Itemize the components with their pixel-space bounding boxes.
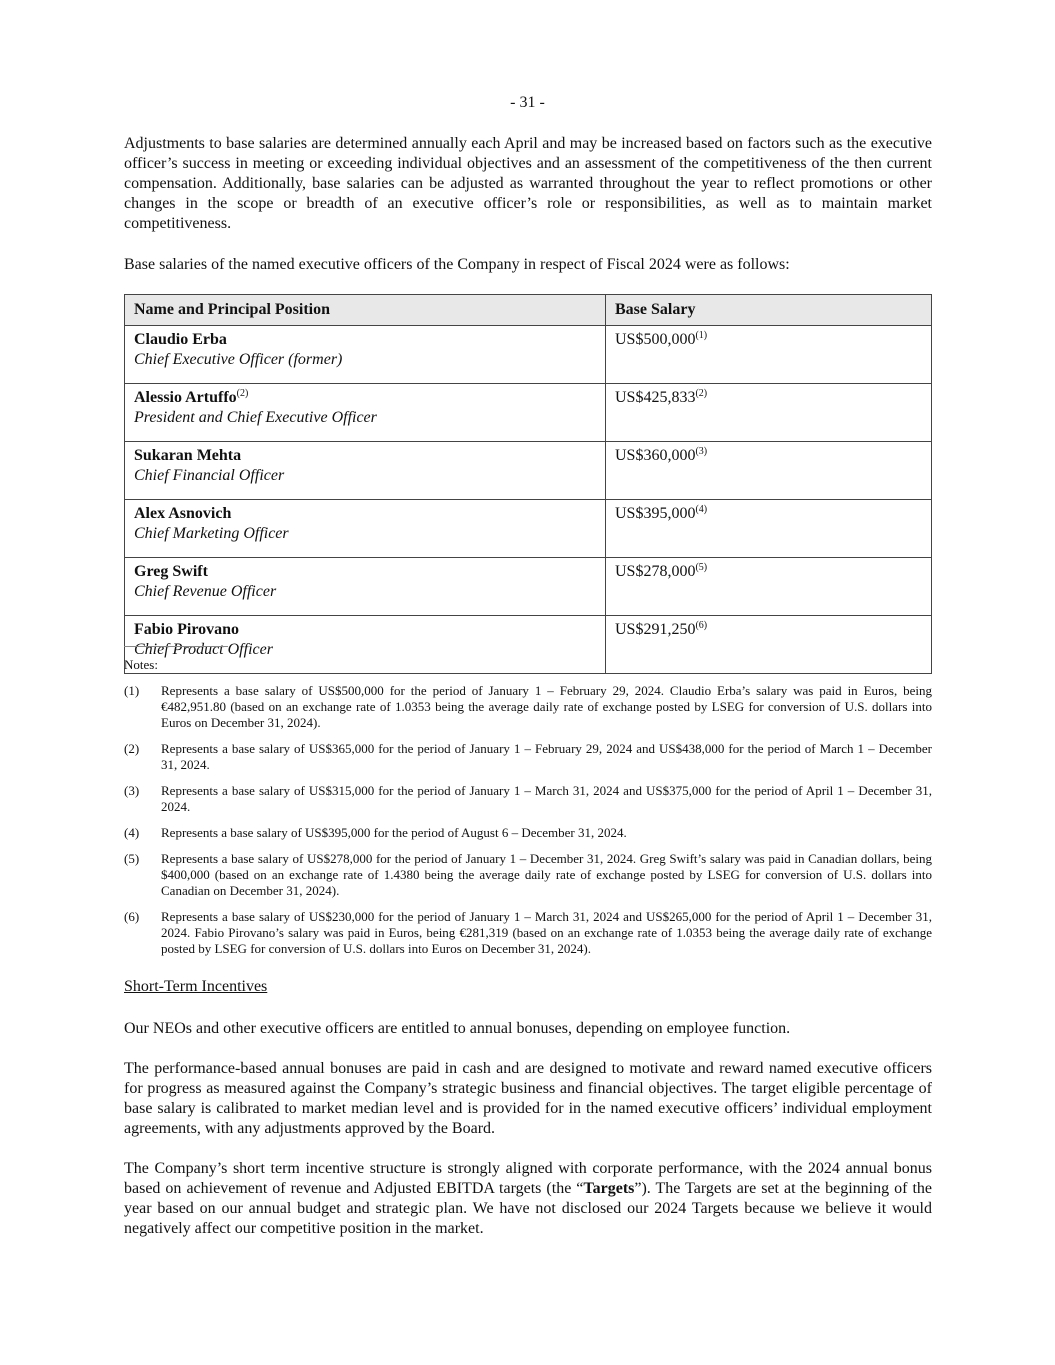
notes-list [124, 683, 932, 967]
salary-value: US$360,000 [615, 447, 696, 464]
table-row [125, 500, 932, 558]
name-cell [125, 616, 606, 674]
salary-value: US$291,250 [615, 621, 696, 638]
salary-cell [606, 384, 932, 442]
notes-heading: Notes: [124, 657, 158, 672]
note-item [124, 783, 932, 815]
name-cell [125, 384, 606, 442]
salary-value: US$500,000 [615, 331, 696, 348]
name-footnote-ref: (2) [236, 388, 249, 399]
table-header-row [125, 295, 932, 326]
table-row [125, 616, 932, 674]
table-row [125, 442, 932, 500]
note-marker: (4) [124, 825, 140, 840]
table-row [125, 326, 932, 384]
officer-title: Chief Financial Officer [134, 467, 285, 484]
note-item [124, 851, 932, 899]
officer-name: Claudio Erba [134, 331, 227, 348]
officer-title: Chief Marketing Officer [134, 525, 289, 542]
officer-name: Alex Asnovich [134, 505, 232, 522]
salary-footnote-ref: (1) [695, 330, 708, 341]
officer-name: Fabio Pirovano [134, 621, 240, 638]
officer-name: Alessio Artuffo [134, 389, 237, 406]
officer-name: Sukaran Mehta [134, 447, 242, 464]
paragraph-intro: Base salaries of the named executive officers of the Company in respect of Fiscal 2024 were as follows: [124, 256, 790, 273]
section-heading-short-term-incentives: Short-Term Incentives [124, 978, 268, 995]
structure-text-before: The Company’s short term incentive structure is strongly aligned with corporate performance, with the 2024 annual bonus based on achievement of revenue and Adjusted EBITDA targets (the “ [124, 1160, 932, 1197]
officer-title: President and Chief Executive Officer [134, 409, 377, 426]
salary-footnote-ref: (6) [695, 620, 708, 631]
note-text: Represents a base salary of US$278,000 for the period of January 1 – December 31, 2024. Greg Swift’s salary was paid in Canadian dollars, being $400,000 (based on an exchange rate of 1.4380 being the average daily rate of exchange posted by LSEG for conversion of U.S. dollars into Canadian on December 31, 2024). [161, 851, 932, 898]
note-item [124, 741, 932, 773]
base-salary-table [124, 294, 932, 674]
salary-footnote-ref: (5) [695, 562, 708, 573]
salary-value: US$395,000 [615, 505, 696, 522]
note-text: Represents a base salary of US$395,000 for the period of August 6 – December 31, 2024. [161, 825, 627, 840]
header-name-position: Name and Principal Position [125, 295, 606, 326]
officer-title: Chief Executive Officer (former) [134, 351, 343, 368]
table-row [125, 384, 932, 442]
header-base-salary: Base Salary [606, 295, 932, 326]
salary-cell [606, 326, 932, 384]
notes-divider [124, 646, 228, 647]
salary-cell [606, 616, 932, 674]
name-cell [125, 558, 606, 616]
officer-name: Greg Swift [134, 563, 208, 580]
note-marker: (1) [124, 683, 140, 698]
salary-value: US$278,000 [615, 563, 696, 580]
note-marker: (5) [124, 851, 140, 866]
paragraph-adjustments: Adjustments to base salaries are determined annually each April and may be increased based on factors such as the executive officer’s success in meeting or exceeding individual objectives and an assessment of the competitiveness of the then current compensation. Additionally, base salaries can be adjusted as warranted throughout the year to reflect promotions or other changes in the scope or breadth of an executive officer’s role or responsibilities, as well as to maintain market competitiveness. [124, 135, 932, 232]
salary-cell [606, 558, 932, 616]
name-cell [125, 442, 606, 500]
targets-term: Targets [583, 1180, 635, 1197]
name-cell [125, 326, 606, 384]
officer-title: Chief Product Officer [134, 641, 273, 658]
paragraph-structure [124, 1159, 932, 1239]
salary-footnote-ref: (4) [695, 504, 708, 515]
salary-footnote-ref: (3) [695, 446, 708, 457]
note-marker: (2) [124, 741, 140, 756]
note-text: Represents a base salary of US$230,000 for the period of January 1 – March 31, 2024 and US$265,000 for the period of April 1 – December 31, 2024. Fabio Pirovano’s salary was paid in Euros, being €281,319 (based on an exchange rate of 1.0353 being the average daily rate of exchange posted by LSEG for conversion of U.S. dollars into Euros on December 31, 2024). [161, 909, 932, 956]
note-item [124, 825, 932, 841]
salary-value: US$425,833 [615, 389, 696, 406]
table-row [125, 558, 932, 616]
note-marker: (3) [124, 783, 140, 798]
page-number: - 31 - [510, 94, 545, 111]
note-marker: (6) [124, 909, 140, 924]
note-text: Represents a base salary of US$500,000 for the period of January 1 – February 29, 2024. Claudio Erba’s salary was paid in Euros, being €482,951.80 (based on an exchange rate of 1.0353 being the average daily rate of exchange posted by LSEG for conversion of U.S. dollars into Euros on December 31, 2024). [161, 683, 932, 730]
salary-cell [606, 500, 932, 558]
officer-title: Chief Revenue Officer [134, 583, 277, 600]
note-text: Represents a base salary of US$315,000 for the period of January 1 – March 31, 2024 and US$375,000 for the period of April 1 – December 31, 2024. [161, 783, 932, 814]
salary-footnote-ref: (2) [695, 388, 708, 399]
note-item [124, 909, 932, 957]
note-item [124, 683, 932, 731]
name-cell [125, 500, 606, 558]
note-text: Represents a base salary of US$365,000 for the period of January 1 – February 29, 2024 and US$438,000 for the period of March 1 – December 31, 2024. [161, 741, 932, 772]
structure-text-after: ”). The Targets are set at the beginning of the year based on our annual budget and strategic plan. We have not disclosed our 2024 Targets because we believe it would negatively affect our competitive position in the market. [124, 1180, 932, 1237]
paragraph-entitled: Our NEOs and other executive officers are entitled to annual bonuses, depending on employee function. [124, 1020, 791, 1037]
salary-cell [606, 442, 932, 500]
paragraph-performance: The performance-based annual bonuses are paid in cash and are designed to motivate and reward named executive officers for progress as measured against the Company’s strategic business and financial objectives. The target eligible percentage of base salary is calibrated to market median level and is provided for in the named executive officers’ individual employment agreements, with any adjustments approved by the Board. [124, 1060, 932, 1137]
